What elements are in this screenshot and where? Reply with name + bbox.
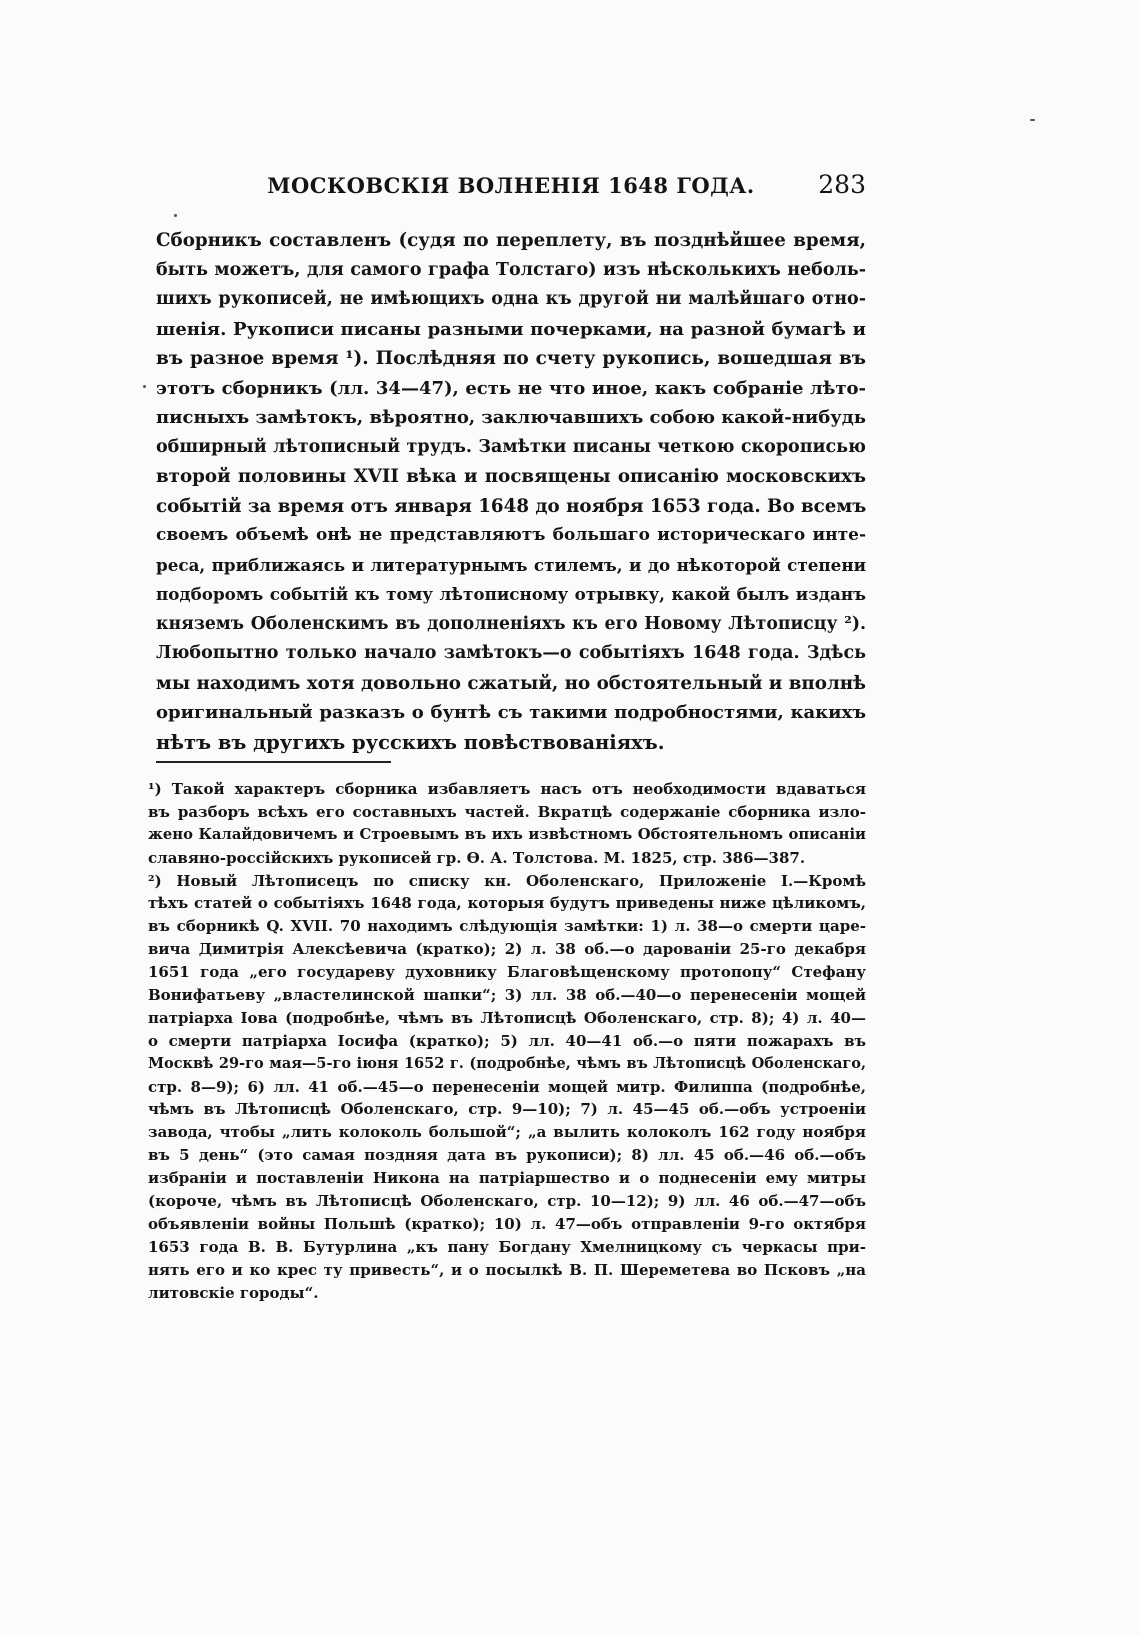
footnote-line: жено Калайдовичемъ и Строевымъ въ ихъ извѣстномъ Обстоятельномъ описаніи: [148, 825, 866, 843]
footnote-line: Вонифатьеву „властелинской шапки“; 3) лл. 38 об.—40—о перенесеніи мощей: [148, 986, 866, 1005]
footnote-divider: [156, 761, 391, 763]
footnote-line: чѣмъ въ Лѣтописцѣ Оболенскаго, стр. 9—10); 7) л. 45—45 об.—объ устроеніи: [148, 1100, 866, 1119]
text-line: писныхъ замѣтокъ, вѣроятно, заключавшихъ собою какой-нибудь: [156, 407, 866, 428]
footnote-line: о смерти патріарха Іосифа (кратко); 5) лл. 40—41 об.—о пяти пожарахъ въ: [148, 1031, 866, 1050]
page-header: [156, 170, 866, 213]
page-number: 283: [818, 170, 866, 199]
main-text: [156, 226, 866, 757]
text-line: реса, приближаясь и литературнымъ стилемъ, и до нѣкоторой степени: [156, 554, 866, 575]
text-line: событій за время отъ января 1648 до ноября 1653 года. Во всемъ: [156, 495, 867, 517]
scan-speck: [1030, 119, 1035, 121]
footnote-line: литовскіе городы“.: [148, 1283, 319, 1302]
text-line: шенія. Рукописи писаны разными почерками, на разной бумагѣ и: [156, 318, 866, 340]
footnote-line: нять его и ко крес ту привесть“, и о посылкѣ В. П. Шереметева во Псковъ „на: [148, 1260, 866, 1279]
footnote-line: завода, чтобы „лить колоколь большой“; „а вылить колоколъ 162 году ноября: [148, 1123, 866, 1142]
text-line: этотъ сборникъ (лл. 34—47), есть не что иное, какъ собраніе лѣто-: [156, 377, 866, 399]
footnote-line: славяно-россійскихъ рукописей гр. Ѳ. А. Толстова. М. 1825, стр. 386—387.: [148, 848, 806, 867]
footnote-line: 1653 года В. В. Бутурлина „къ пану Богдану Хмелницкому съ черкасы при-: [148, 1237, 866, 1256]
text-line: обширный лѣтописный трудъ. Замѣтки писаны четкою скорописью: [156, 436, 866, 457]
text-line: нѣтъ въ другихъ русскихъ повѣствованіяхъ.: [156, 730, 665, 754]
footnote-line: (короче, чѣмъ въ Лѣтописцѣ Оболенскаго, стр. 10—12); 9) лл. 46 об.—47—объ: [148, 1192, 866, 1211]
footnote-line: объявленіи войны Польшѣ (кратко); 10) л. 47—объ отправленіи 9-го октября: [148, 1214, 866, 1233]
footnote-line: вича Димитрія Алексѣевича (кратко); 2) л. 38 об.—о дарованіи 25-го декабря: [148, 940, 866, 959]
text-line: въ разное время ¹). Послѣдняя по счету рукопись, вошедшая въ: [156, 348, 866, 369]
text-line: Сборникъ составленъ (судя по переплету, въ позднѣйшее время,: [156, 230, 866, 251]
text-line: мы находимъ хотя довольно сжатый, но обстоятельный и вполнѣ: [156, 672, 866, 694]
footnote-line: въ 5 день“ (это самая поздняя дата въ рукописи); 8) лл. 45 об.—46 об.—объ: [148, 1146, 866, 1165]
text-line: своемъ объемѣ онѣ не представляютъ большаго историческаго инте-: [156, 525, 866, 545]
footnote-line: въ сборникѣ Q. XVII. 70 находимъ слѣдующія замѣтки: 1) л. 38—о смерти царе-: [148, 917, 866, 936]
text-line: шихъ рукописей, не имѣющихъ одна къ другой ни малѣйшаго отно-: [156, 289, 866, 309]
footnote-line: стр. 8—9); 6) лл. 41 об.—45—о перенесеніи мощей митр. Филиппа (подробнѣе,: [148, 1077, 866, 1096]
running-head: МОСКОВСКІЯ ВОЛНЕНІЯ 1648 ГОДА.: [267, 173, 755, 198]
text-line: оригинальный разказъ о бунтѣ съ такими подробностями, какихъ: [156, 702, 866, 723]
footnote-line: патріарха Іова (подробнѣе, чѣмъ въ Лѣтописцѣ Оболенскаго, стр. 8); 4) л. 40—: [148, 1008, 866, 1027]
footnote-line: 1651 года „его государеву духовнику Благовѣщенскому протопопу“ Стефану: [148, 963, 866, 982]
footnote-line: ²) Новый Лѣтописецъ по списку кн. Оболенскаго, Приложеніе I.—Кромѣ: [148, 871, 866, 890]
footnote-line: Москвѣ 29-го мая—5-го іюня 1652 г. (подробнѣе, чѣмъ въ Лѣтописцѣ Оболенскаго,: [148, 1054, 866, 1072]
text-line: быть можетъ, для самого графа Толстаго) изъ нѣсколькихъ неболь-: [156, 259, 866, 280]
footnote-line: избраніи и поставленіи Никона на патріаршество и о поднесеніи ему митры: [148, 1169, 866, 1188]
footnote-line: тѣхъ статей о событіяхъ 1648 года, которыя будутъ приведены ниже цѣликомъ,: [148, 894, 866, 913]
text-line: княземъ Оболенскимъ въ дополненіяхъ къ его Новому Лѣтописцу ²).: [156, 613, 866, 634]
text-line: второй половины XVII вѣка и посвящены описанію московскихъ: [156, 466, 866, 487]
scan-speck: [174, 214, 177, 217]
scan-speck: [143, 385, 146, 388]
text-line: подборомъ событій къ тому лѣтописному отрывку, какой былъ изданъ: [156, 584, 866, 604]
footnote-line: въ разборъ всѣхъ его составныхъ частей. Вкратцѣ содержаніе сборника изло-: [148, 802, 866, 821]
text-line: Любопытно только начало замѣтокъ—о событіяхъ 1648 года. Здѣсь: [156, 643, 866, 663]
footnote-line: ¹) Такой характеръ сборника избавляетъ насъ отъ необходимости вдаваться: [148, 780, 866, 798]
footnotes: [148, 778, 866, 1304]
